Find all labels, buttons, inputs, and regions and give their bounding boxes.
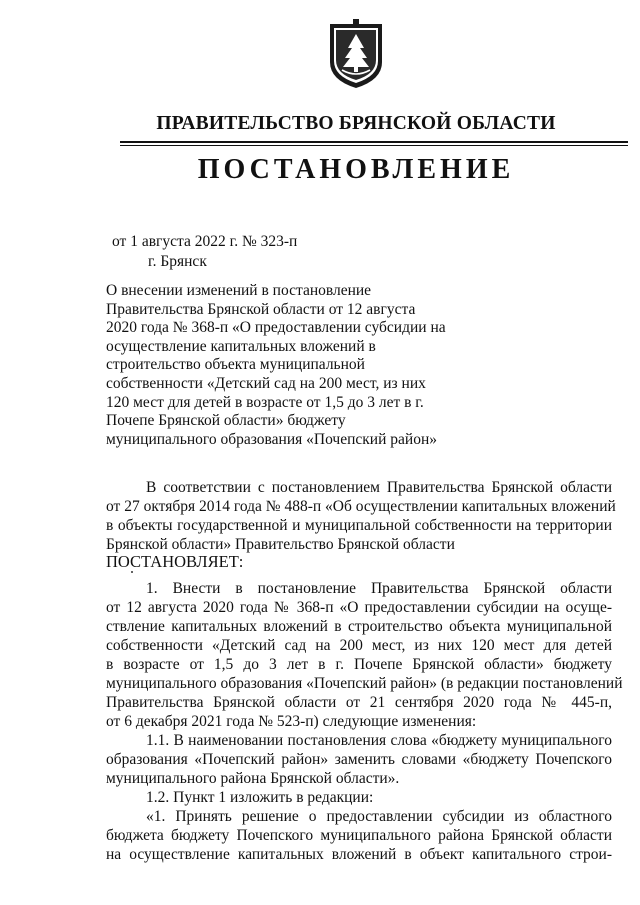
quote-line: «1. Принять решение о предоставлении субсидии из областного bbox=[146, 808, 612, 825]
resolves-word: ПОСТАНОВЛЯЕТ: bbox=[106, 552, 244, 571]
item-1-1-line: муниципального района Брянской области». bbox=[106, 770, 400, 787]
item-1-line: муниципального образования «Почепский район» (в редакции постановлений bbox=[106, 675, 623, 692]
item-1-1-line: образования «Почепский район» заменить словами «бюджету Почепского bbox=[106, 751, 612, 768]
item-1-line: в возрасте от 1,5 до 3 лет в г. Почепе Брянской области» бюджету bbox=[106, 656, 612, 673]
government-title: ПРАВИТЕЛЬСТВО БРЯНСКОЙ ОБЛАСТИ bbox=[156, 113, 556, 134]
scan-mark bbox=[131, 571, 133, 573]
header-rule-thin bbox=[120, 145, 628, 146]
item-1-1-line: 1.1. В наименовании постановления слова «бюджету муниципального bbox=[146, 732, 612, 749]
preamble-line: в объекты государственной и муниципальной собственности на территории bbox=[106, 517, 612, 534]
document-type: ПОСТАНОВЛЕНИЕ bbox=[197, 154, 515, 185]
item-1-line: ствление капитальных вложений в строительство объекта муниципальной bbox=[106, 618, 612, 635]
item-1-line: от 6 декабря 2021 года № 523-п) следующие изменения: bbox=[106, 713, 477, 730]
subject-heading: О внесении изменений в постановление Правительства Брянской области от 12 августа 2020 года № 368-п «О предоставлении субсидии на осуществление капитальных вложений в строительство объекта муниципальной собственности «Детский сад на 200 мест, из них 120 мест для детей в возрасте от 1,5 до 3 лет в г. Почепе Брянской области» бюджету муниципального образования «Почепский район» bbox=[106, 282, 446, 448]
quote-line: на осуществление капитальных вложений в объект капитального строи- bbox=[106, 846, 612, 863]
item-1-line: 1. Внести в постановление Правительства Брянской области bbox=[146, 580, 612, 597]
preamble-line: от 27 октября 2014 года № 488-п «Об осуществлении капитальных вложений bbox=[106, 498, 616, 515]
item-1-line: от 12 августа 2020 года № 368-п «О предоставлении субсидии на осуще- bbox=[106, 599, 612, 616]
coat-of-arms-icon bbox=[326, 18, 386, 90]
item-1-line: собственности «Детский сад на 200 мест, из них 120 мест для детей bbox=[106, 637, 612, 654]
quote-line: бюджета бюджету Почепского муниципального района Брянской области bbox=[106, 827, 612, 844]
city: г. Брянск bbox=[148, 253, 207, 270]
preamble-line: Брянской области» Правительство Брянской области bbox=[106, 536, 455, 553]
date-number-line: от 1 августа 2022 г. № 323-п bbox=[112, 233, 298, 250]
item-1-2-line: 1.2. Пункт 1 изложить в редакции: bbox=[146, 789, 374, 806]
header-rule-thick bbox=[120, 141, 628, 143]
preamble-line: В соответствии с постановлением Правительства Брянской области bbox=[146, 479, 612, 496]
item-1-line: Правительства Брянской области от 21 сентября 2020 года № 445-п, bbox=[106, 694, 612, 711]
